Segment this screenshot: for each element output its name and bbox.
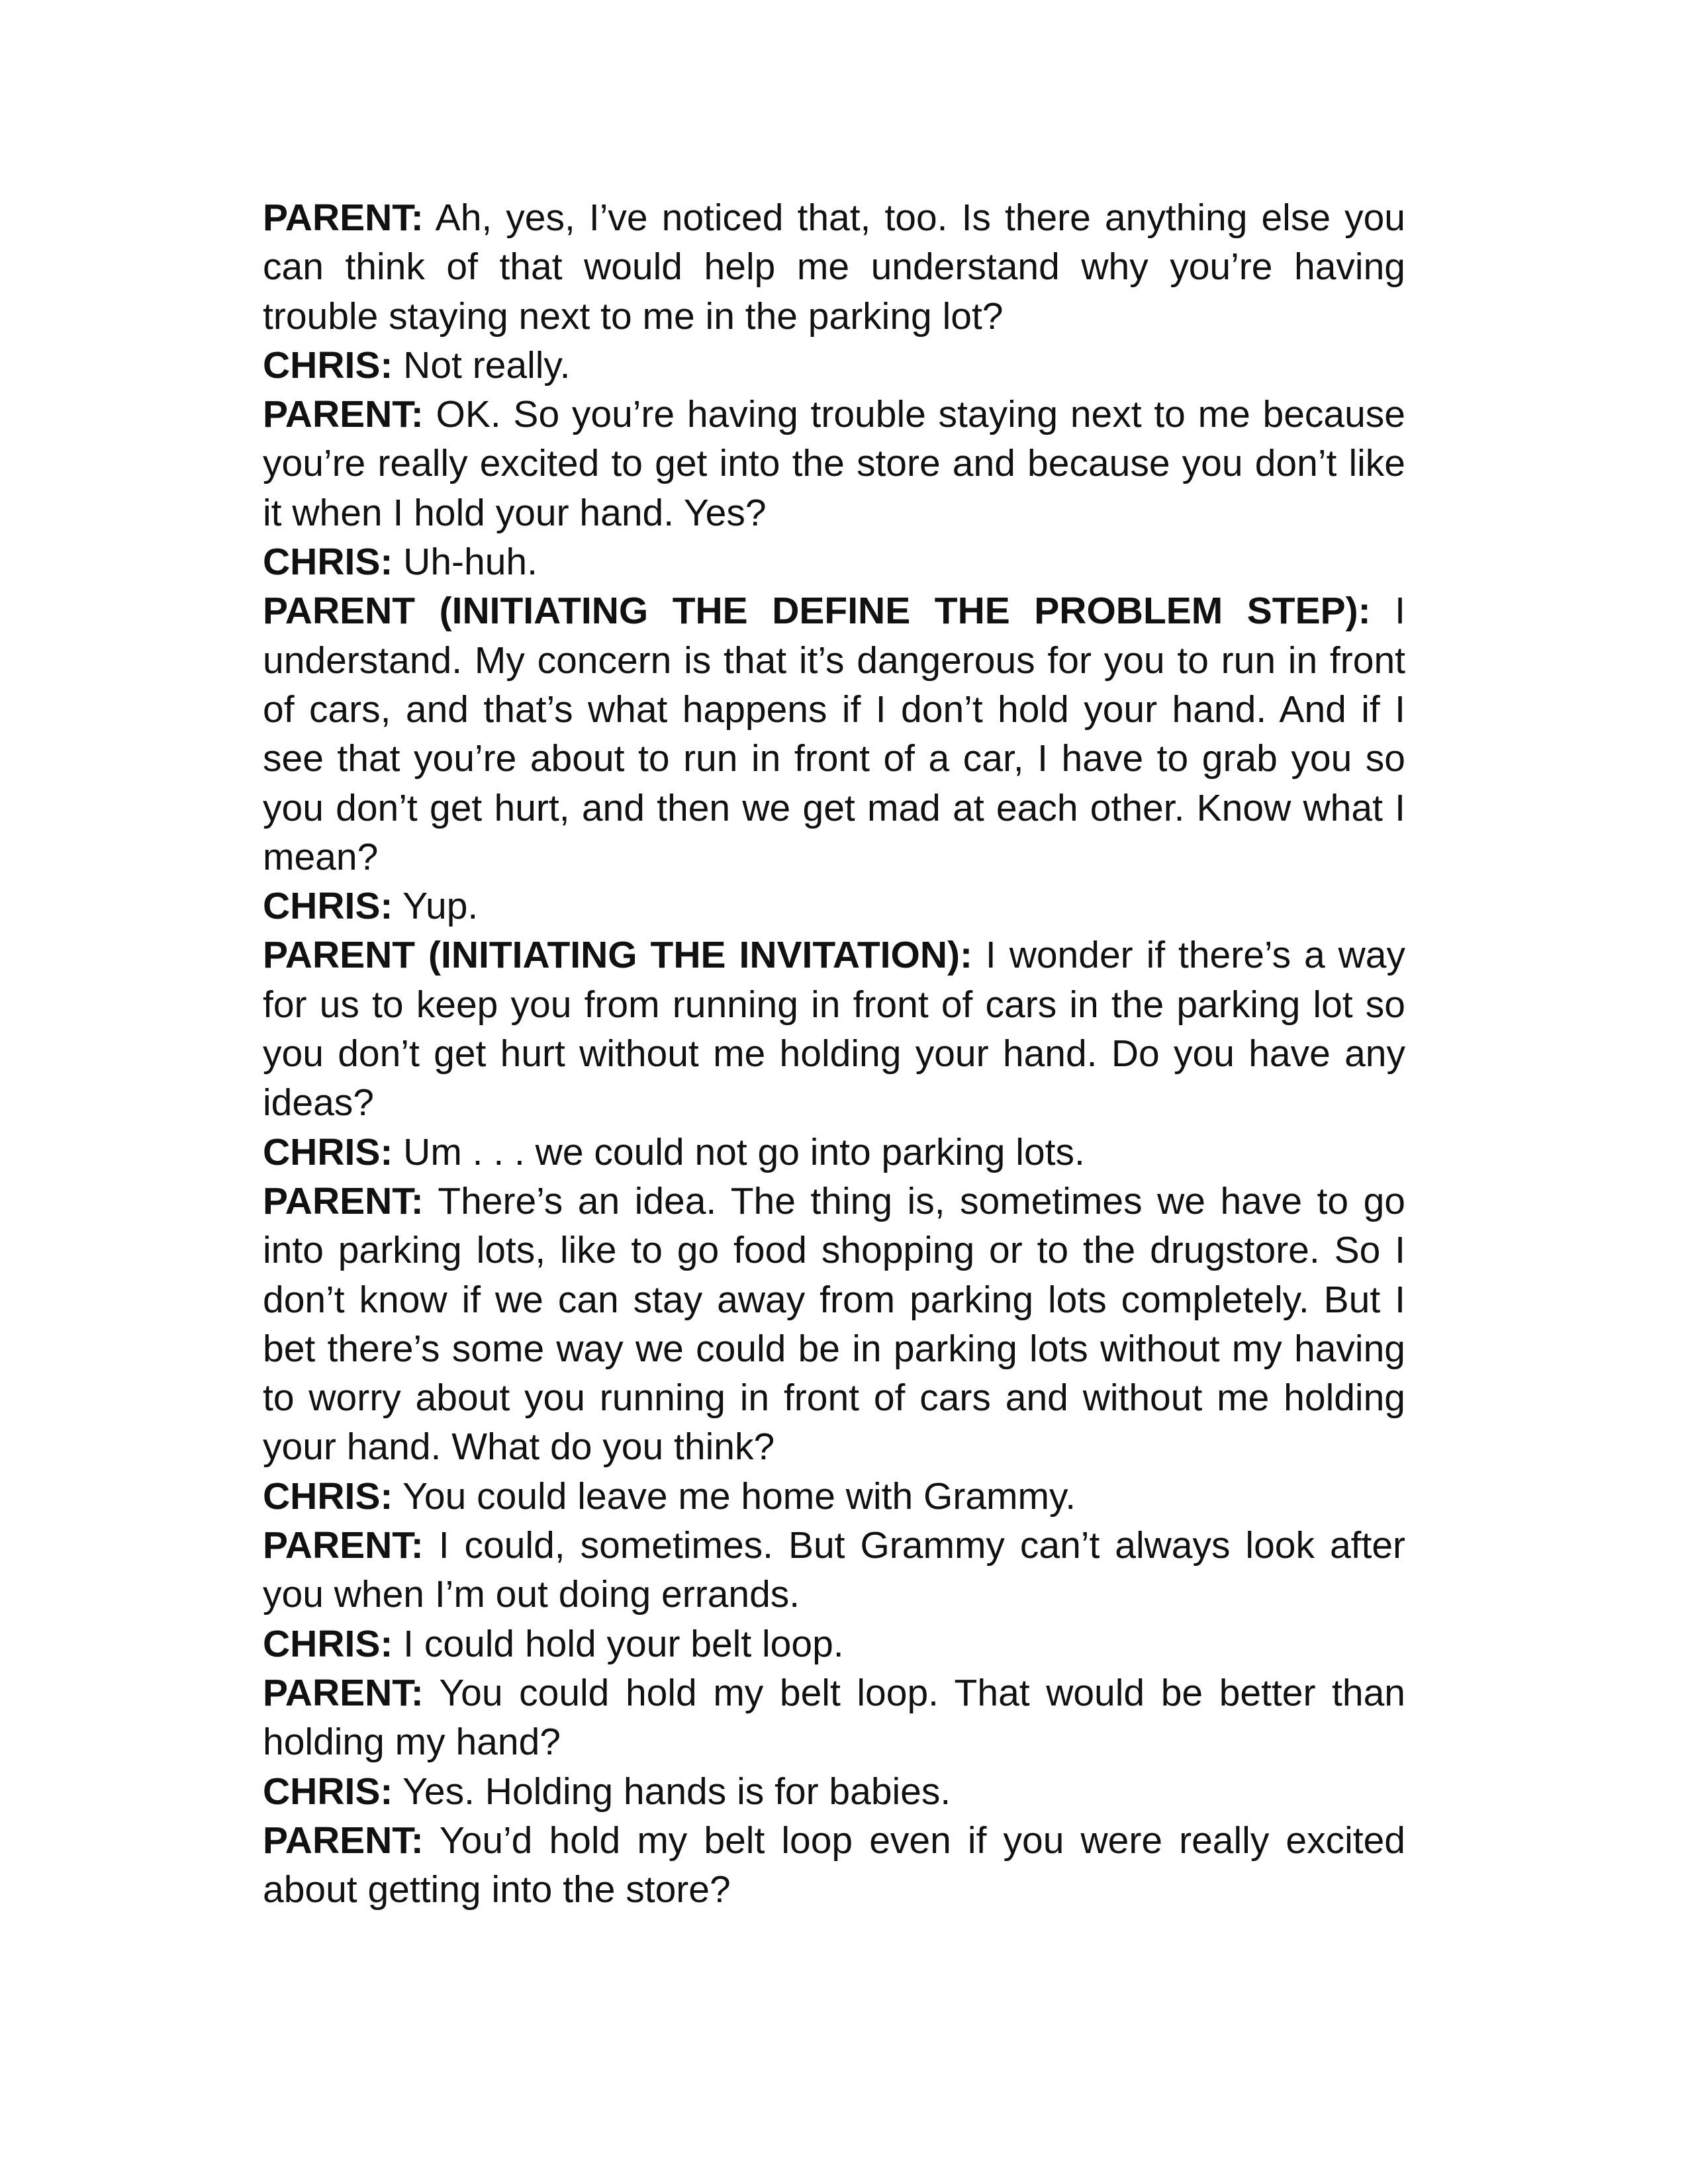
dialogue-turn bbox=[263, 537, 1405, 586]
dialogue-turn bbox=[263, 1668, 1405, 1767]
dialogue-turn bbox=[263, 341, 1405, 390]
speaker-label: PARENT: bbox=[263, 1524, 424, 1567]
document-page bbox=[263, 193, 1405, 1914]
dialogue-text: Ah, yes, I’ve noticed that, too. Is there anything else you can think of that would help me understand why you’re having trouble staying next to me in the parking lot? bbox=[263, 197, 1405, 338]
dialogue-turn bbox=[263, 1177, 1405, 1472]
speaker-label: CHRIS: bbox=[263, 541, 393, 584]
dialogue-text: There’s an idea. The thing is, sometimes we have to go into parking lots, like to go food shopping or to the drugstore. So I don’t know if we can stay away from parking lots completely. But I bet there’s some way we could be in parking lots without my having to worry about you running in front of cars and without me holding your hand. What do you think? bbox=[263, 1179, 1405, 1469]
speaker-label: CHRIS: bbox=[263, 1475, 393, 1518]
speaker-label: PARENT: bbox=[263, 1819, 424, 1862]
dialogue-turn bbox=[263, 882, 1405, 931]
dialogue-turn bbox=[263, 1472, 1405, 1521]
dialogue-turn bbox=[263, 1521, 1405, 1619]
dialogue-text: Not really. bbox=[393, 343, 571, 387]
dialogue-text: OK. So you’re having trouble staying next to me because you’re really excited to get into the store and because you don’t like it when I hold your hand. Yes? bbox=[263, 393, 1405, 534]
dialogue-text: I could hold your belt loop. bbox=[393, 1622, 844, 1665]
dialogue-turn bbox=[263, 390, 1405, 537]
dialogue-turn bbox=[263, 1816, 1405, 1915]
dialogue-text: Um . . . we could not go into parking lots. bbox=[393, 1130, 1085, 1173]
speaker-label: PARENT: bbox=[263, 1179, 424, 1222]
speaker-label: CHRIS: bbox=[263, 1130, 393, 1173]
dialogue-text: You could hold my belt loop. That would be better than holding my hand? bbox=[263, 1671, 1405, 1764]
dialogue-turn bbox=[263, 931, 1405, 1127]
dialogue-text: Yes. Holding hands is for babies. bbox=[393, 1770, 951, 1813]
dialogue-text: I understand. My concern is that it’s dangerous for you to run in front of cars, and that’s what happens if I don’t hold your hand. And if I see that you’re about to run in front of a car, I have to grab you so you don’t get hurt, and then we get mad at each other. Know what I mean? bbox=[263, 590, 1405, 878]
speaker-label: PARENT: bbox=[263, 1671, 424, 1714]
speaker-label: CHRIS: bbox=[263, 343, 393, 387]
speaker-label: PARENT (INITIATING THE DEFINE THE PROBLEM STEP): bbox=[263, 590, 1371, 633]
dialogue-text: You could leave me home with Grammy. bbox=[393, 1475, 1076, 1518]
dialogue-turn bbox=[263, 1619, 1405, 1668]
dialogue-text: Yup. bbox=[393, 885, 479, 928]
speaker-label: PARENT: bbox=[263, 393, 424, 436]
speaker-label: PARENT: bbox=[263, 197, 424, 239]
speaker-label: CHRIS: bbox=[263, 1770, 393, 1813]
dialogue-text: You’d hold my belt loop even if you were really excited about getting into the store? bbox=[263, 1819, 1405, 1911]
dialogue-turn bbox=[263, 193, 1405, 341]
speaker-label: PARENT (INITIATING THE INVITATION): bbox=[263, 934, 972, 977]
dialogue-text: I could, sometimes. But Grammy can’t always look after you when I’m out doing errands. bbox=[263, 1524, 1405, 1616]
dialogue-turn bbox=[263, 1128, 1405, 1177]
dialogue-turn bbox=[263, 586, 1405, 882]
dialogue-text: I wonder if there’s a way for us to keep you from running in front of cars in the parking lot so you don’t get hurt without me holding your hand. Do you have any ideas? bbox=[263, 934, 1405, 1124]
dialogue-text: Uh-huh. bbox=[393, 541, 538, 584]
speaker-label: CHRIS: bbox=[263, 1622, 393, 1665]
dialogue-turn bbox=[263, 1767, 1405, 1816]
speaker-label: CHRIS: bbox=[263, 885, 393, 928]
